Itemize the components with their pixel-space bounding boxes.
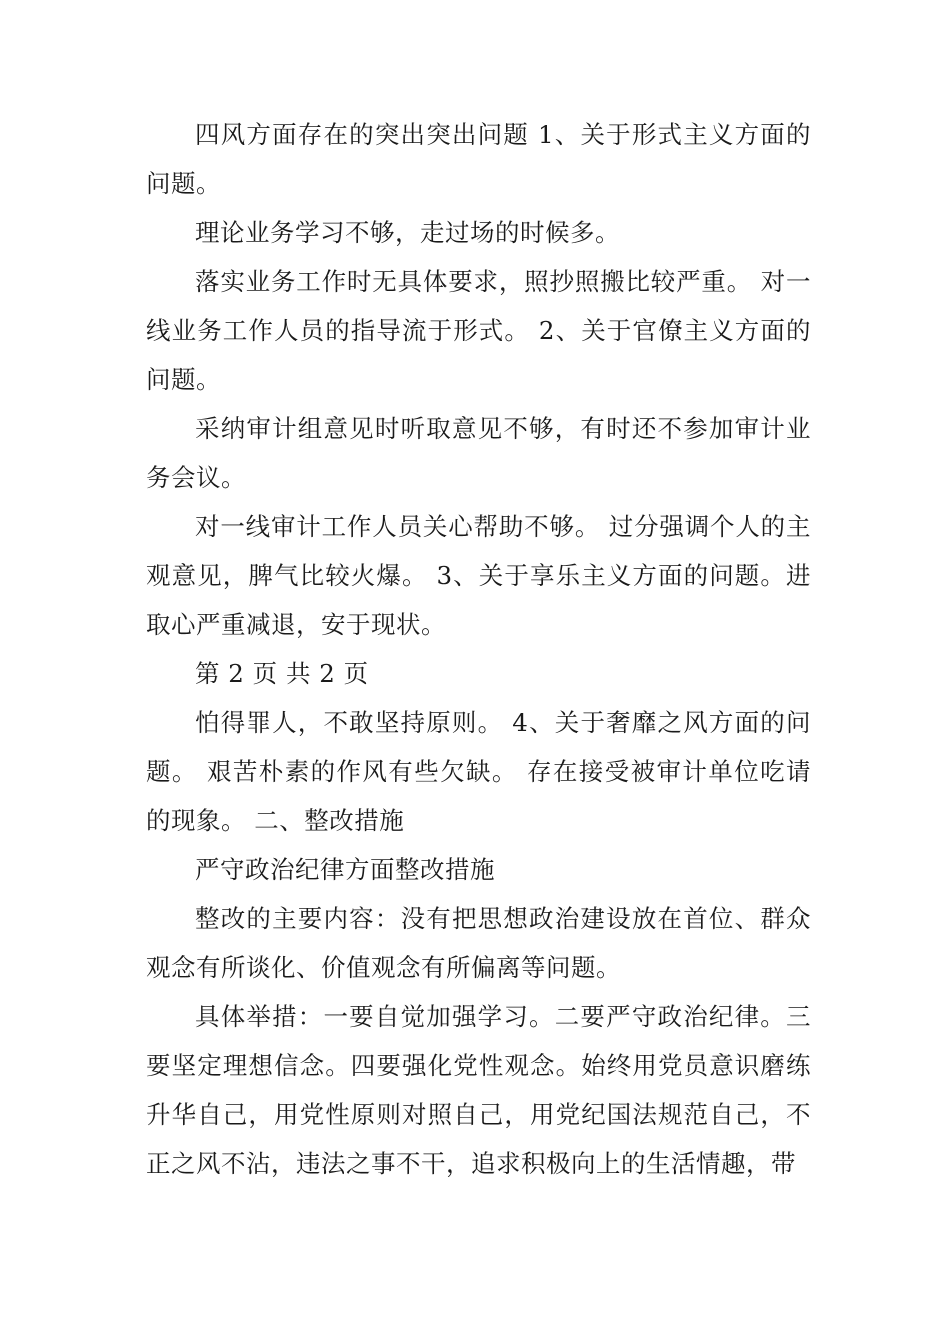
paragraph-implementation: 落实业务工作时无具体要求，照抄照搬比较严重。 对一线业务工作人员的指导流于形式。 2、关于官僚主义方面的问题。: [146, 267, 811, 394]
paragraph-frontline-care: 对一线审计工作人员关心帮助不够。 过分强调个人的主观意见，脾气比较火爆。 3、关于享乐主义方面的问题。进取心严重减退，安于现状。: [146, 512, 811, 639]
paragraph-theory-study: 理论业务学习不够，走过场的时候多。: [195, 218, 620, 247]
page-number: 第 2 页 共 2 页: [195, 659, 369, 688]
section-heading-political-discipline: 严守政治纪律方面整改措施: [195, 855, 495, 884]
paragraph-afraid-offend: 怕得罪人，不敢坚持原则。 4、关于奢靡之风方面的问题。 艰苦朴素的作风有些欠缺。 存在接受被审计单位吃请的现象。 二、整改措施: [146, 708, 811, 835]
paragraph-specific-measures: 具体举措：一要自觉加强学习。二要严守政治纪律。三要坚定理想信念。四要强化党性观念。始终用党员意识磨练升华自己，用党性原则对照自己，用党纪国法规范自己，不正之风不沾，违法之事不干，追求积极向上的生活情趣，带: [146, 1002, 811, 1178]
paragraph-audit-opinions: 采纳审计组意见时听取意见不够，有时还不参加审计业务会议。: [146, 414, 811, 492]
paragraph-four-winds-problems: 四风方面存在的突出突出问题 1、关于形式主义方面的问题。: [146, 120, 811, 198]
paragraph-main-content: 整改的主要内容：没有把思想政治建设放在首位、群众观念有所谈化、价值观念有所偏离等问题。: [146, 904, 811, 982]
